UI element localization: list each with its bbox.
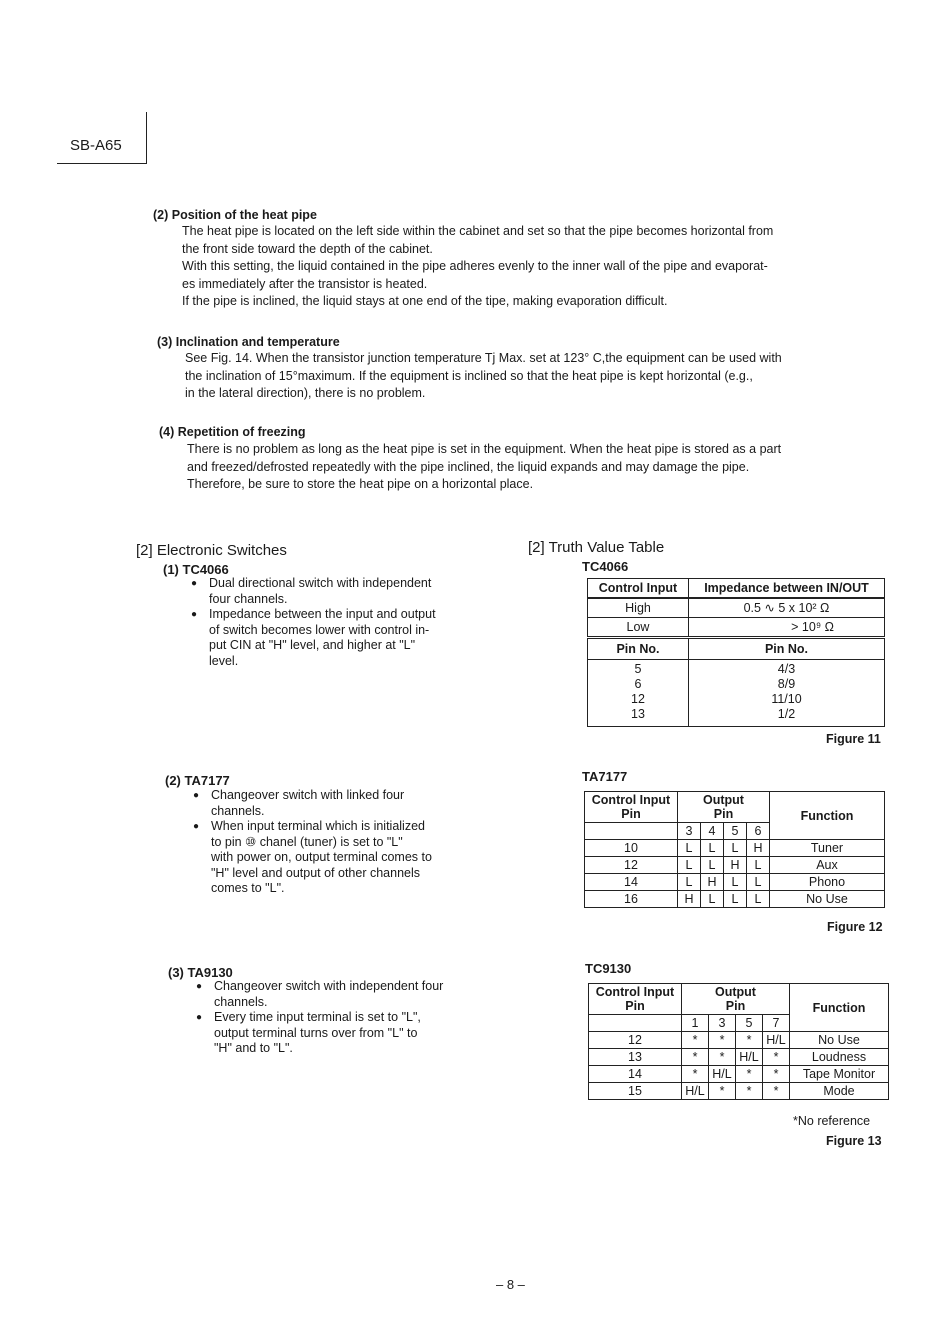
section-title-inclination: (3) Inclination and temperature (157, 335, 340, 349)
table-row (589, 1032, 889, 1049)
body-line: If the pipe is inclined, the liquid stays at one end of the tipe, making evaporation difficult. (182, 294, 668, 308)
bullet-item (193, 819, 483, 897)
table-cell: 10 (585, 840, 678, 857)
table-cell: L (678, 874, 701, 891)
table-cell: > 10⁹ Ω (689, 618, 885, 638)
table-cell: Low (588, 618, 689, 638)
pin-value: 1/2 (777, 707, 796, 721)
bullet-line: channels. (214, 994, 268, 1009)
header-line: Control Input (591, 793, 671, 807)
table-cell: 3 (678, 823, 701, 840)
ta9130-subtitle: (3) TA9130 (168, 965, 233, 980)
body-line: and freezed/defrosted repeatedly with the pipe inclined, the liquid expands and may damage the pipe. (187, 459, 750, 474)
tc4066-subtitle: (1) TC4066 (163, 562, 229, 577)
table-header: Control Input (588, 579, 689, 599)
table-cell: * (709, 1032, 736, 1049)
table-row (589, 1083, 889, 1100)
pin-value: 5 (634, 662, 642, 676)
header-rule-vertical (146, 112, 147, 163)
table-cell: 5 (736, 1015, 763, 1032)
section-title-position: (2) Position of the heat pipe (153, 208, 317, 222)
ta7177-bullets (193, 788, 483, 897)
tc9130-table-label: TC9130 (585, 961, 632, 976)
table-cell: * (736, 1066, 763, 1083)
table-cell: * (736, 1083, 763, 1100)
table-cell: 15 (589, 1083, 682, 1100)
table-cell (588, 660, 689, 727)
table-cell: 1 (682, 1015, 709, 1032)
ta7177-subtitle: (2) TA7177 (165, 773, 230, 788)
body-line: es immediately after the transistor is heated. (182, 276, 428, 291)
bullet-line: to pin ⑩ chanel (tuner) is set to "L" (211, 834, 403, 849)
bullet-item (196, 979, 486, 1010)
table-cell: 7 (763, 1015, 790, 1032)
table-cell: L (724, 874, 747, 891)
model-label: SB-A65 (70, 137, 122, 154)
table-cell: L (724, 840, 747, 857)
table-header: Function (790, 984, 889, 1032)
header-line: Output (715, 985, 756, 999)
table-cell (689, 660, 885, 727)
body-line: See Fig. 14. When the transistor junction temperature Tj Max. set at 123° C,the equipment can be used with (185, 351, 782, 365)
table-cell: L (701, 857, 724, 874)
table-cell: Phono (770, 874, 885, 891)
body-line: the inclination of 15°maximum. If the equipment is inclined so that the heat pipe is kept horizontal (e.g., (185, 368, 753, 383)
table-header: Impedance between IN/OUT (689, 579, 885, 599)
table-cell: H (678, 891, 701, 908)
table-header (589, 984, 682, 1015)
header-line: Pin (713, 807, 734, 821)
bullet-item (191, 576, 481, 607)
table-cell: 0.5 ∿ 5 x 10² Ω (689, 598, 885, 618)
table-cell: L (678, 857, 701, 874)
ta9130-bullets (196, 979, 486, 1057)
table-cell (585, 823, 678, 840)
pin-value: 12 (631, 692, 645, 706)
bullet-item (196, 1010, 486, 1057)
table-cell: 14 (585, 874, 678, 891)
table-cell: 4 (701, 823, 724, 840)
bullet-item (191, 607, 481, 669)
table-cell (589, 1015, 682, 1032)
table-header: Pin No. (588, 638, 689, 660)
figure-caption: Figure 12 (827, 920, 883, 934)
table-cell: H (724, 857, 747, 874)
table-cell: * (682, 1032, 709, 1049)
table-cell: High (588, 598, 689, 618)
tc4066-table-label: TC4066 (582, 559, 629, 574)
table-cell: 6 (747, 823, 770, 840)
bullet-item (193, 788, 483, 819)
bullet-line: "H" level and output of other channels (211, 865, 421, 880)
table-cell: H (747, 840, 770, 857)
bullet-line: ● When input terminal which is initialized (211, 819, 425, 833)
body-line: Therefore, be sure to store the heat pipe on a horizontal place. (187, 477, 534, 491)
section-body-inclination (185, 350, 865, 403)
table-cell: * (763, 1049, 790, 1066)
table-row (589, 1049, 889, 1066)
table-cell: * (736, 1032, 763, 1049)
table-cell: 12 (585, 857, 678, 874)
header-line: Pin (621, 807, 641, 821)
table-cell: Mode (790, 1083, 889, 1100)
bullet-line: channels. (211, 803, 265, 818)
figure-caption: Figure 11 (826, 732, 881, 746)
table-cell: 16 (585, 891, 678, 908)
table-cell: L (747, 874, 770, 891)
table-row (585, 840, 885, 857)
tc4066-bullets (191, 576, 481, 669)
table-cell: * (709, 1049, 736, 1066)
table-row (585, 891, 885, 908)
header-line: Output (703, 793, 744, 807)
header-line: Pin (725, 999, 746, 1013)
table-cell: H (701, 874, 724, 891)
table-cell: 5 (724, 823, 747, 840)
body-line: in the lateral direction), there is no problem. (185, 386, 426, 400)
table-cell: Aux (770, 857, 885, 874)
truth-table-title: [2] Truth Value Table (528, 539, 665, 556)
table-cell: 14 (589, 1066, 682, 1083)
table-header (585, 792, 678, 823)
bullet-line: of switch becomes lower with control in- (209, 622, 430, 637)
table-cell: 13 (589, 1049, 682, 1066)
table-row (585, 857, 885, 874)
pin-value: 11/10 (771, 692, 802, 706)
tc4066-truth-table (587, 578, 885, 727)
ta7177-table-label: TA7177 (582, 769, 628, 784)
table-cell: H/L (709, 1066, 736, 1083)
table-cell: Tuner (770, 840, 885, 857)
table-cell: * (709, 1083, 736, 1100)
table-row (589, 1066, 889, 1083)
table-cell: L (678, 840, 701, 857)
table-cell: * (763, 1066, 790, 1083)
table-cell: * (763, 1083, 790, 1100)
table-header: Pin No. (689, 638, 885, 660)
table-cell: 3 (709, 1015, 736, 1032)
table-cell: L (747, 857, 770, 874)
table-cell: * (682, 1049, 709, 1066)
bullet-line: ● Changeover switch with independent four (214, 979, 444, 993)
body-line: There is no problem as long as the heat pipe is set in the equipment. When the heat pipe is stored as a part (187, 442, 782, 456)
table-cell: * (682, 1066, 709, 1083)
bullet-line: four channels. (209, 591, 288, 606)
table-cell: No Use (790, 1032, 889, 1049)
body-line: With this setting, the liquid contained in the pipe adheres evenly to the inner wall of the pipe and evaporat- (182, 259, 768, 273)
figure-caption: Figure 13 (826, 1134, 882, 1148)
table-cell: 12 (589, 1032, 682, 1049)
bullet-line: level. (209, 653, 239, 668)
body-line: the front side toward the depth of the cabinet. (182, 241, 433, 256)
header-line: Pin (625, 999, 645, 1013)
table-cell: L (747, 891, 770, 908)
table-cell: L (724, 891, 747, 908)
ta7177-truth-table (584, 791, 885, 908)
page-number: – 8 – (496, 1277, 525, 1292)
table-header (678, 792, 770, 823)
electronic-switches-title: [2] Electronic Switches (136, 542, 287, 559)
header-rule (57, 163, 147, 164)
bullet-line: put CIN at "H" level, and higher at "L" (209, 638, 416, 652)
table-cell: L (701, 840, 724, 857)
bullet-line: comes to "L". (211, 881, 285, 895)
bullet-line: output terminal turns over from "L" to (214, 1025, 418, 1040)
pin-value: 6 (634, 677, 642, 691)
bullet-line: ● Impedance between the input and output (209, 607, 436, 621)
pin-value: 4/3 (777, 662, 796, 676)
table-row (585, 874, 885, 891)
bullet-line: ● Changeover switch with linked four (211, 788, 405, 802)
table-cell: No Use (770, 891, 885, 908)
table-header (682, 984, 790, 1015)
bullet-line: ● Every time input terminal is set to "L", (214, 1010, 421, 1024)
bullet-line: ● Dual directional switch with independent (209, 576, 432, 590)
table-cell: Tape Monitor (790, 1066, 889, 1083)
body-line: The heat pipe is located on the left side within the cabinet and set so that the pipe becomes horizontal from (182, 224, 774, 238)
bullet-line: "H" and to "L". (214, 1041, 293, 1055)
table-cell: H/L (736, 1049, 763, 1066)
table-cell: Loudness (790, 1049, 889, 1066)
table-cell: L (701, 891, 724, 908)
no-reference-note: *No reference (793, 1114, 871, 1128)
table-cell: H/L (682, 1083, 709, 1100)
pin-value: 8/9 (777, 677, 796, 691)
bullet-line: with power on, output terminal comes to (211, 850, 432, 864)
table-header: Function (770, 792, 885, 840)
tc9130-truth-table (588, 983, 889, 1100)
header-line: Control Input (595, 985, 675, 999)
section-title-freezing: (4) Repetition of freezing (159, 425, 306, 439)
pin-value: 13 (631, 707, 645, 721)
section-body-freezing (187, 441, 867, 494)
section-body-position (182, 223, 862, 311)
table-cell: H/L (763, 1032, 790, 1049)
